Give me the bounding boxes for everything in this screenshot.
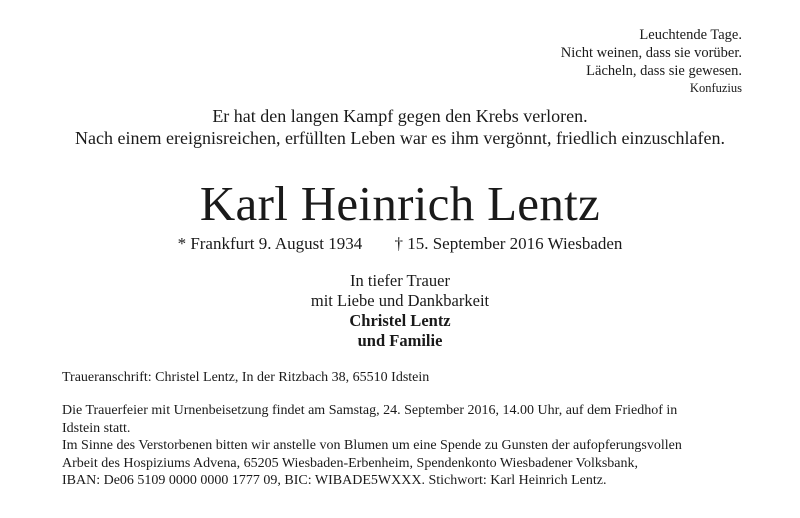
mourner-family: und Familie — [357, 331, 443, 350]
quote-line: Nicht weinen, dass sie vorüber. — [560, 45, 742, 61]
quote-author: Konfuzius — [689, 81, 742, 95]
quote-line: Lächeln, dass sie gewesen. — [586, 63, 742, 79]
notice-line: Im Sinne des Verstorbenen bitten wir anstelle von Blumen um eine Spende zu Gunsten der aufopferungsvollen — [62, 438, 682, 453]
mourning-address: Traueranschrift: Christel Lentz, In der Ritzbach 38, 65510 Idstein — [62, 370, 430, 385]
death-date: † 15. September 2016 Wiesbaden — [394, 234, 623, 253]
intro-text — [0, 105, 800, 149]
notice-line: Arbeit des Hospiziums Advena, 65205 Wiesbaden-Erbenheim, Spendenkonto Wiesbadener Volksbank, — [62, 455, 639, 471]
birth-date: * Frankfurt 9. August 1934 — [177, 234, 363, 253]
quote-line: Leuchtende Tage. — [639, 27, 742, 43]
notice-line: Idstein statt. — [62, 420, 131, 436]
life-dates — [0, 233, 800, 255]
intro-line: Nach einem ereignisreichen, erfüllten Leben war es ihm vergönnt, friedlich einzuschlafen. — [75, 128, 725, 148]
funeral-notice — [62, 402, 746, 490]
mourning-line: mit Liebe und Dankbarkeit — [310, 291, 490, 310]
notice-line: IBAN: De06 5109 0000 0000 1777 09, BIC: WIBADE5WXXX. Stichwort: Karl Heinrich Lentz. — [62, 473, 607, 488]
mourners-block — [0, 271, 800, 351]
mourner-name: Christel Lentz — [349, 311, 451, 330]
notice-line: Die Trauerfeier mit Urnenbeisetzung findet am Samstag, 24. September 2016, 14.00 Uhr, auf dem Friedhof in — [62, 403, 678, 418]
quote-block — [561, 26, 742, 97]
intro-line: Er hat den langen Kampf gegen den Krebs verloren. — [212, 106, 588, 126]
deceased-name: Karl Heinrich Lentz — [199, 176, 601, 231]
mourning-line: In tiefer Trauer — [350, 271, 450, 290]
